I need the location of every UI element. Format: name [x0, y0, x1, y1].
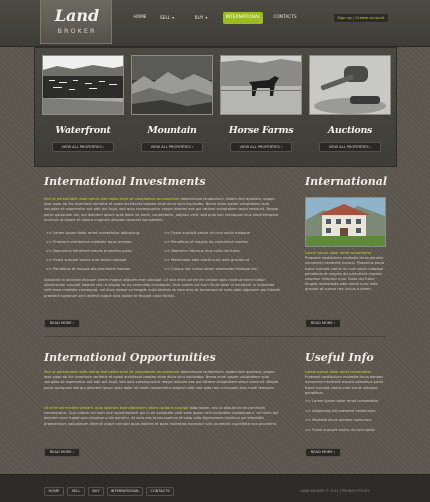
view-properties-button-mountain[interactable] [141, 142, 203, 152]
section-heading-useful-info: Useful Info [305, 351, 374, 364]
intl-opportunities-body2: laboriosam, nisi ut aliquid ex ea commodi consequatur. Quis autem vel eum iure reprehenderit qui in ea voluptate velit esse quam nihil molestiae consequatur, vel illum qui dolorem eum fugiat quo voluptas nulla pariatur. At vero eos et accusamus et iusto odio dignissimos ducimus qui blanditiis praesentium voluptatum deleniti atque corrupti quos dolores et quas molestias excepturi sint occaecati cupiditate non provident. [44, 406, 279, 426]
logo-word-land: Land [54, 6, 100, 25]
list-item[interactable]: >> Fusce suscipit varius mi cum sociis [305, 427, 375, 432]
chevron-right-icon: › [102, 145, 105, 149]
intl-opportunities-lead2: Ut enim ad minima veniam, quis nostrum exercitationem ullam corporis suscipit [44, 406, 189, 410]
view-properties-label: VIEW ALL PROPERTIES [61, 145, 102, 149]
view-properties-label: VIEW ALL PROPERTIES [239, 145, 280, 149]
nav-buy[interactable] [188, 12, 214, 24]
read-more-label: READ MORE [49, 321, 72, 325]
chevron-right-icon: › [369, 145, 372, 149]
category-card-waterfront [42, 55, 124, 161]
auctions-photo[interactable] [309, 55, 391, 115]
chevron-right-icon: › [333, 321, 336, 325]
useful-info-list [305, 397, 386, 435]
nav-international-label: INTERNATIONAL [225, 15, 261, 20]
chevron-right-icon: › [333, 450, 336, 454]
logo[interactable] [40, 0, 112, 44]
section-heading-international-investments: International Investments [44, 175, 206, 188]
category-title-auctions: Auctions [327, 125, 373, 136]
useful-info-lead: Lorem ipsum dolor amet consectetur [305, 370, 372, 374]
international-body: Praesent vestibulum molestie lacus aenean nonummy hendrerit mauris. Phasellus porta fusce suscipit varius mi cum sociis natoque penatibus et magnis dis parturient montes nascetur ridiculus mus. Nulla dui fusce feugiat malesuada odio morbi nunc odio gravida at cursus nec luctus a lorem. [305, 256, 385, 292]
category-card-mountain [131, 55, 213, 161]
read-more-button-useful-info[interactable] [305, 448, 341, 457]
international-lead: Lorem ipsum dolor amet consectetur [305, 251, 372, 255]
logo-word-broker: BROKER [57, 27, 97, 35]
list-item[interactable]: >> Nascetur ridiculus mus nulla dui fusce [164, 249, 240, 253]
read-more-label: READ MORE [49, 450, 72, 454]
copyright-text: LAND BROKER © 2011 | PRIVACY POLICY [300, 489, 370, 493]
footer-nav-home[interactable]: HOME [44, 487, 64, 496]
category-card-auctions [309, 55, 391, 161]
view-properties-button-horse-farms[interactable] [230, 142, 292, 152]
nav-buy-label: BUY [194, 16, 204, 21]
list-item[interactable]: >> Malesuada odio morbi nunc odio gravida at [164, 258, 250, 262]
intl-opportunities-text2 [44, 406, 282, 427]
intl-opportunities-lead: Sed ut perspiciatis unde omnis iste natus error sit voluptatem accusantium [44, 370, 180, 374]
view-properties-button-auctions[interactable] [319, 142, 381, 152]
intl-investments-body: doloremque laudantium, totam rem aperiam, eaque ipsa quae ab illo inventore veritatis et quasi architecto beatae vitae dicta sunt explicabo. Nemo enim ipsam voluptatem quia voluptas sit aspernatur aut odit aut fugit, sed quia consequuntur magni dolores eos qui ratione voluptatem sequi nesciunt. Neque porro quisquam est, qui dolorem ipsum quia dolor sit amet, consectetur, adipisci velit, sed quia non numquam eius modi tempora incidunt ut labore et dolore magnam aliquam quaerat voluptatem. [44, 197, 279, 222]
read-more-button-opportunities[interactable] [44, 448, 80, 457]
view-properties-button-waterfront[interactable] [52, 142, 114, 152]
category-title-waterfront: Waterfront [55, 125, 111, 136]
waterfront-photo[interactable] [42, 55, 124, 115]
list-item[interactable]: >> Lorem ipsum dolor amet consectetur [305, 399, 379, 403]
chevron-right-icon: › [72, 321, 75, 325]
nav-sell-label: SELL [159, 16, 171, 21]
nav-sell[interactable] [154, 12, 180, 24]
list-item[interactable]: >> Lorem ipsum dolor amet consectetur adipiscing [46, 231, 139, 235]
create-account-link[interactable]: Create account [355, 15, 385, 20]
read-more-label: READ MORE [310, 450, 333, 454]
account-links [333, 13, 389, 23]
list-item[interactable]: >> Fusce suscipit varius cum sociis natoque [46, 258, 127, 262]
signup-link[interactable]: Sign up [337, 15, 352, 20]
list-item[interactable]: >> Fusce suscipit varius mi cum sociis natoque [164, 231, 250, 235]
chevron-down-icon: ▾ [172, 15, 175, 20]
intl-investments-body2: Duisaced in placerat aliquam lorem magna aliquam erat volutpat. Ut wisi enim ad minim veniam quis nostrud exerci tation ullamcorper suscipit lobortis nisl ut aliquip ex ea commodo consequat. Duis autem vel eum iriure dolor in hendrerit in vulputate velit esse molestie consequat, vel illum dolore eu feugiat nulla facilisis at vero eros et accumsan et iusto odio dignissim qui blandit praesent luptatum zzril delenit augue duis dolore te feugait nulla facilisi. [44, 278, 280, 298]
list-item[interactable]: >> Cursus nec luctus lorem maecenas tristique orci [164, 267, 258, 271]
list-item[interactable]: >> Molestie lacus aenean nonummy [305, 418, 372, 422]
mountain-photo[interactable] [131, 55, 213, 115]
read-more-button-investments[interactable] [44, 319, 80, 328]
section-divider [44, 336, 386, 337]
view-properties-label: VIEW ALL PROPERTIES [150, 145, 191, 149]
intl-investments-list-right [164, 229, 284, 274]
account-separator: / [351, 15, 356, 20]
chevron-down-icon: ▾ [205, 15, 208, 20]
nav-international[interactable] [223, 12, 263, 24]
nav-home-label: HOME [133, 15, 147, 20]
intl-investments-lead: Sed ut perspiciatis unde omnis iste natus error sit voluptatem accusantium [44, 197, 180, 201]
international-text [305, 251, 386, 293]
international-house-photo[interactable] [305, 197, 386, 247]
category-title-mountain: Mountain [147, 125, 197, 136]
intl-opportunities-text1 [44, 370, 282, 391]
horse-farms-photo[interactable] [220, 55, 302, 115]
category-card-horse-farms [220, 55, 302, 161]
intl-investments-list-left [46, 229, 166, 274]
list-item[interactable]: >> Praesent vestibulum molestie lacus aenean [46, 240, 132, 244]
category-title-horse-farms: Horse Farms [228, 125, 294, 136]
chevron-right-icon: › [280, 145, 283, 149]
category-banner [34, 47, 397, 167]
footer-nav-international[interactable]: INTERNATIONAL [107, 487, 143, 496]
useful-info-text [305, 370, 386, 396]
section-heading-international: International [305, 175, 388, 188]
chevron-right-icon: › [72, 450, 75, 454]
list-item[interactable]: >> Penatibus et magnis dis parturient montes [164, 240, 248, 244]
chevron-right-icon: › [191, 145, 194, 149]
intl-opportunities-body: doloremque laudantium, totam rem aperiam, eaque ipsa quae ab illo inventore veritatis et quasi architecto beatae vitae dicta sunt explicabo. Nemo enim ipsam voluptatem quia voluptas sit aspernatur aut odit aut fugit, sed quia consequuntur magni dolores eos qui ratione voluptatem sequi nesciunt. Neque porro quisquam est qui dolorem ipsum quia dolor sit amet consectetur adipisci velit sed quia non numquam eius modi tempora. [44, 370, 279, 390]
site-footer [0, 474, 430, 502]
nav-contacts-label: CONTACTS [273, 15, 297, 20]
list-item[interactable]: >> Nonummy hendrerit mauris phasellus porta [46, 249, 132, 253]
view-properties-label: VIEW ALL PROPERTIES [328, 145, 369, 149]
list-item[interactable]: >> Penatibus et magnis dis parturient montes [46, 267, 130, 271]
list-item[interactable]: >> Adipiscing elit praesent vestibulum [305, 408, 376, 413]
read-more-button-international[interactable] [305, 319, 341, 328]
footer-nav-sell[interactable]: SELL [67, 487, 85, 496]
intl-investments-intro [44, 197, 282, 223]
section-heading-international-opportunities: International Opportunities [44, 351, 216, 364]
nav-home[interactable] [128, 12, 152, 24]
read-more-label: READ MORE [310, 321, 333, 325]
nav-contacts[interactable] [268, 12, 302, 24]
footer-nav-buy[interactable]: BUY [88, 487, 104, 496]
useful-info-body: Praesent vestibulum molestie lacus aenean nonummy hendrerit mauris phasellus porta fusce suscipit varius cum sociis natoque penatibus. [305, 375, 384, 395]
site-header [0, 0, 430, 47]
footer-nav-contacts[interactable]: CONTACTS [146, 487, 174, 496]
